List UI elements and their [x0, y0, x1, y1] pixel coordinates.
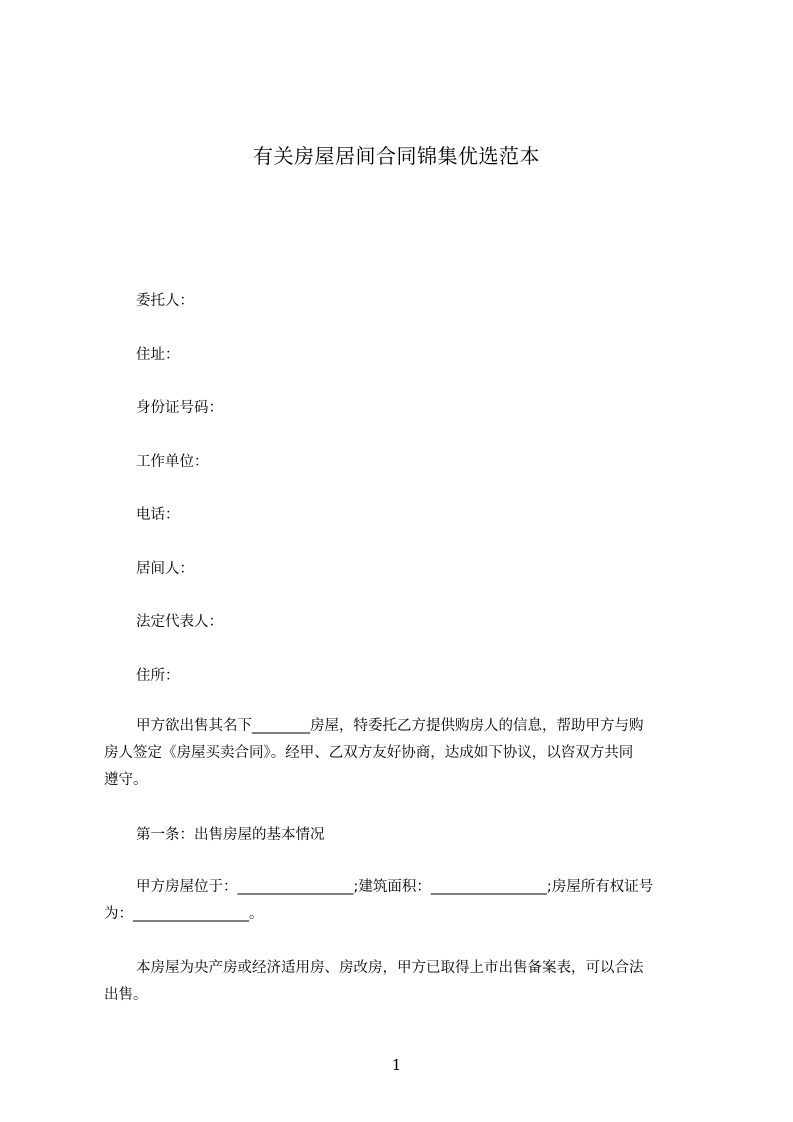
intro-line-3: 遵守。 — [104, 772, 148, 788]
field-legal-representative: 法定代表人： — [136, 614, 223, 630]
field-intermediary: 居间人： — [136, 561, 194, 577]
field-phone: 电话： — [136, 507, 180, 523]
field-id-number: 身份证号码： — [136, 400, 223, 416]
document-title: 有关房屋居间合同锦集优选范本 — [253, 144, 540, 168]
field-work-unit: 工作单位： — [136, 454, 209, 470]
field-residence: 住所： — [136, 668, 180, 684]
page-number: 1 — [391, 1056, 402, 1074]
intro-line-2: 房人签定《房屋买卖合同》。经甲、乙双方友好协商，达成如下协议，以咨双方共同 — [104, 745, 634, 761]
article-1-heading: 第一条：出售房屋的基本情况 — [136, 827, 325, 843]
house-info-line-1: 甲方房屋位于：________________;建筑面积：________________;房屋所有权证号 — [136, 879, 654, 895]
intro-line-1: 甲方欲出售其名下________房屋，特委托乙方提供购房人的信息，帮助甲方与购 — [136, 718, 644, 734]
house-info-paragraph — [104, 874, 696, 928]
house-status-paragraph — [104, 955, 696, 1009]
intro-paragraph — [104, 713, 696, 794]
house-info-line-2: 为：________________。 — [104, 906, 264, 922]
field-entrustor: 委托人： — [136, 293, 194, 309]
field-address: 住址： — [136, 347, 180, 363]
house-status-line-2: 出售。 — [104, 987, 148, 1003]
house-status-line-1: 本房屋为央产房或经济适用房、房改房，甲方已取得上市出售备案表，可以合法 — [136, 960, 644, 976]
